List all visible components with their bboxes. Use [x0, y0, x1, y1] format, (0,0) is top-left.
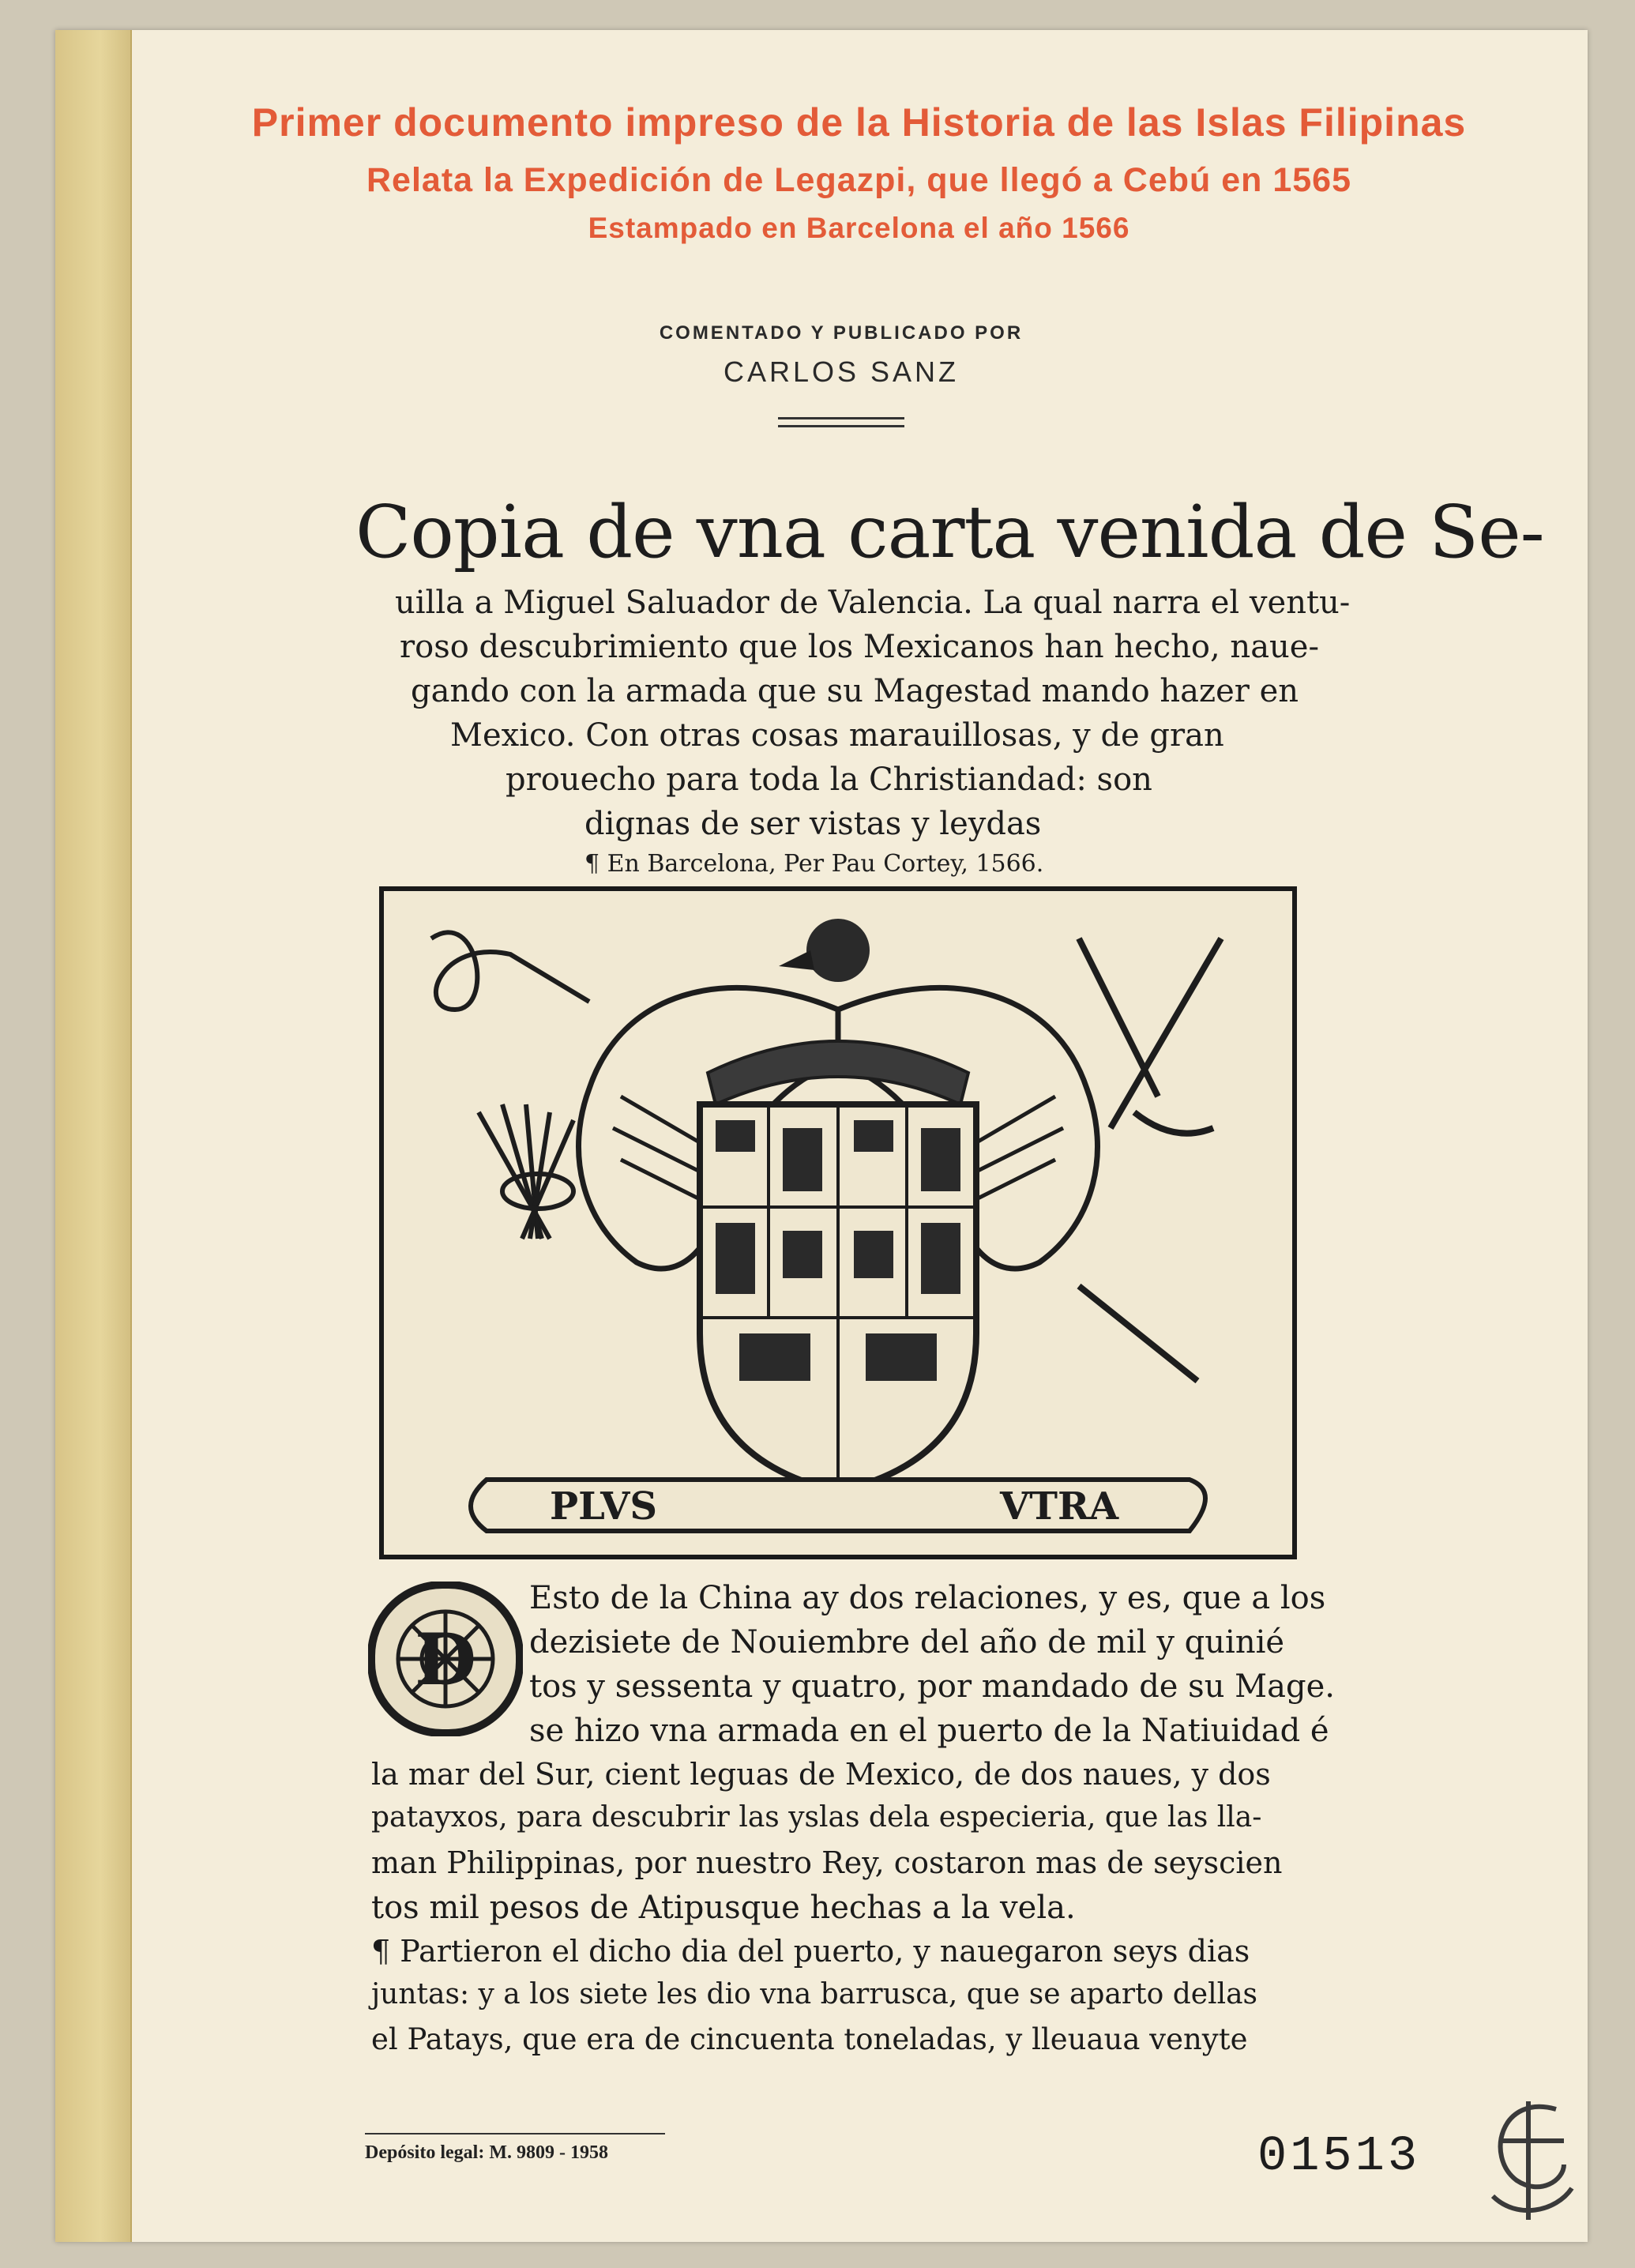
legal-deposit: Depósito legal: M. 9809 - 1958 — [365, 2142, 608, 2163]
body-line: dezisiete de Nouiembre del año de mil y quinié — [529, 1624, 1285, 1661]
facsimile-title-line: roso descubrimiento que los Mexicanos han hecho, naue- — [400, 629, 1319, 665]
body-line: patayxos, para descubrir las yslas dela especieria, que las lla- — [371, 1801, 1262, 1834]
facsimile-title-line: prouecho para toda la Christiandad: son — [506, 762, 1152, 798]
body-line: ¶ Partieron el dicho dia del puerto, y nauegaron seys dias — [371, 1934, 1250, 1969]
footer-rule — [365, 2133, 665, 2134]
author-name: CARLOS SANZ — [723, 355, 960, 388]
body-line: man Philippinas, por nuestro Rey, costaron mas de seyscien — [371, 1845, 1283, 1880]
body-line: juntas: y a los siete les dio vna barrusca, que se aparto dellas — [371, 1978, 1258, 2010]
monogram-stamp-icon — [1469, 2086, 1588, 2228]
body-line: el Patays, que era de cincuenta toneladas, y lleuaua venyte — [371, 2022, 1248, 2056]
header-title: Primer documento impreso de la Historia de las Islas Filipinas — [251, 100, 1467, 145]
body-line: tos mil pesos de Atipusque hechas a la vela. — [371, 1890, 1076, 1926]
motto-left: PLVS — [550, 1484, 658, 1529]
serial-number: 01513 — [1257, 2128, 1421, 2184]
body-line: la mar del Sur, cient leguas de Mexico, de dos naues, y dos — [371, 1757, 1271, 1792]
motto-right: VTRA — [1000, 1484, 1119, 1529]
facsimile-title-line: gando con la armada que su Magestad mando hazer en — [411, 673, 1299, 709]
facsimile-imprint: ¶ En Barcelona, Per Pau Cortey, 1566. — [584, 850, 1044, 878]
facsimile-title-line: Mexico. Con otras cosas marauillosas, y de gran — [450, 717, 1224, 754]
body-line: tos y sessenta y quatro, por mandado de su Mage. — [529, 1668, 1335, 1705]
byline: COMENTADO Y PUBLICADO POR — [659, 322, 1024, 344]
facsimile-title-line: dignas de ser vistas y leydas — [584, 806, 1042, 842]
ornamental-dropcap — [368, 1582, 523, 1736]
facsimile-title: Copia de vna carta venida de Se- — [355, 490, 1544, 574]
divider-rule — [778, 425, 904, 427]
divider-rule — [778, 417, 904, 419]
facsimile-title-line: uilla a Miguel Saluador de Valencia. La qual narra el ventu- — [395, 585, 1351, 621]
header-subtitle: Relata la Expedición de Legazpi, que llegó a Cebú en 1565 — [366, 161, 1352, 199]
header-imprint-note: Estampado en Barcelona el año 1566 — [588, 212, 1130, 244]
dropcap-letter: D — [414, 1618, 477, 1702]
coat-of-arms-woodcut — [379, 886, 1297, 1559]
body-line: se hizo vna armada en el puerto de la Natiuidad é — [529, 1713, 1329, 1749]
body-line: Esto de la China ay dos relaciones, y es, que a los — [529, 1580, 1326, 1616]
binding-strip — [55, 30, 132, 2242]
